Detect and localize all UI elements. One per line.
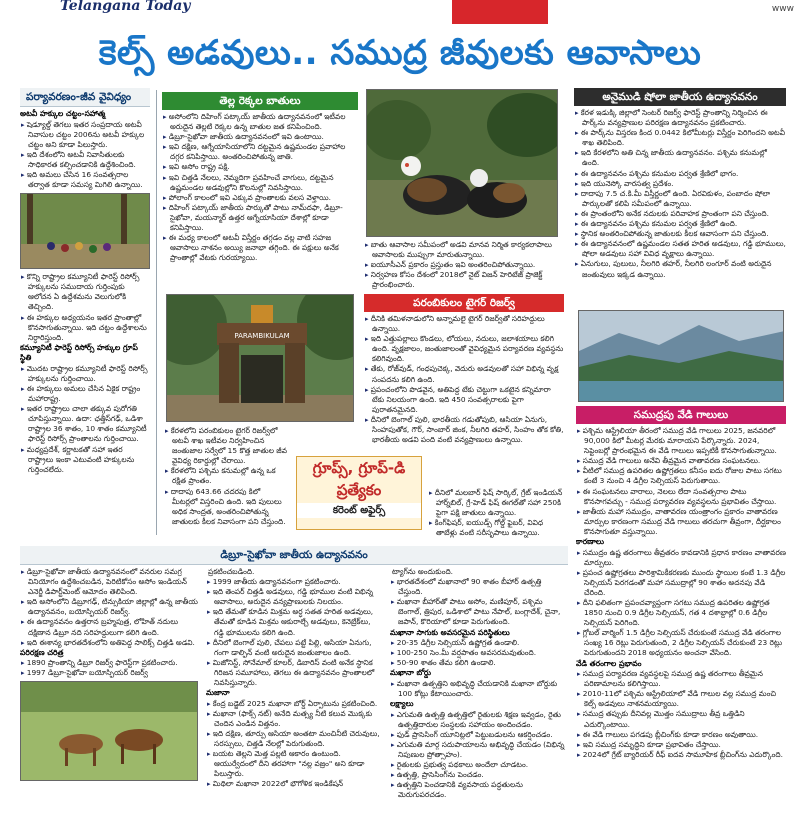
left-column bbox=[20, 88, 150, 536]
bullet-item: ▸ ఈ మధ్య కాలంలో అటవీ విస్తీర్ణం తగ్గడం వల్ల వాటి సహజ ఆవాసాలు నాశనం అయ్యి జనాభా తగ్గింది. ఈ పక్షులు అనేక ప్రాంతాల్లో వేటకు గురయ్యాయి. bbox=[162, 233, 358, 263]
groups-line3: కరెంట్ అఫైర్స్ bbox=[297, 503, 421, 518]
duck-photo bbox=[366, 89, 558, 237]
bullet-item: ▸ ఈ హక్కులు అమలు చేసిన ఏకైక రాష్ట్రం మహారాష్ట్ర. bbox=[20, 384, 150, 404]
section-title-dibru: డిబ్రూ-సైఖోవా జాతీయ ఉద్యానవనం bbox=[20, 546, 568, 565]
bullet-item: ▸ ప్రపంచ ఉష్ణోగ్రతలు పారిశ్రామికీకరణకు ముందు స్థాయిల కంటే 1.3 డిగ్రీల సెల్సియస్ పెరగడంతో మహా సముద్రాల్లో 90 శాతం అదనపు వేడి చేరింది. bbox=[576, 568, 786, 598]
bullet-item: ▸ ఇది తెంపర్ చిత్తడి అడవులు, గడ్డి భూముల వంటి విభిన్న ఆవాసాలు, అరుదైన వన్యప్రాణులకు నిలయం. bbox=[206, 587, 382, 607]
gate-caption bbox=[164, 426, 288, 538]
bullet-item: ▸ సముద్ర వేడి గాలులు అనేవి తీవ్రమైన వాతావరణ సంఘటనలు. bbox=[576, 456, 786, 466]
bullet-item: ▸ తేకు, రోజ్‌వుడ్, గంధపుచెక్క, వెదురు అడవులతో సహా విభిన్న వృక్ష సంపదను కలిగి ఉంది. bbox=[364, 364, 564, 384]
bullet-item: ▸ మిజోనిస్ట్, సోనేమాల్ కూలర్, డిబారిస్ వంటి అనేక స్థానిక గిరిజన సమూహాలు, తెగలు ఈ ఉద్యానవనం ప్రాంతాలలో నివసిస్తున్నారు. bbox=[206, 658, 382, 688]
section-title-ocean: సముద్రపు వేడి గాలులు bbox=[576, 406, 786, 424]
bullet-item: ▸ జాతీయ మహా సముద్రం, వాతావరణ యంత్రాంగం ప్రకారం వాతావరణ మార్పుల కారణంగా సముద్ర వేడి గాలులు తరచుగా తీవ్రంగా, దీర్ఘకాలం కొనసాగుతూ వస్తున్నాయి. bbox=[576, 507, 786, 537]
bullet-item: ▸ 1997 డిబ్రూ-సైఖోవా బయోస్ఫియర్ రిజర్వ్ bbox=[20, 668, 198, 678]
subheading: మజానా bbox=[206, 688, 230, 698]
bullet-item: ▸ పోలాంగ్ కాలంలో ఇవి ఎక్కువ ప్రాంతాలకు వలస వెళ్తాయి. bbox=[162, 193, 358, 203]
bullet-item: ▸ మిథిలా మఖానా 2022లో భౌగోళిక ఇండికేషన్ bbox=[206, 779, 382, 789]
bullet-item: ▸ డిబ్రూ-సైఖోవా జాతీయ ఉద్యానవనంలో వనరుల సమగ్ర వినియోగం ఉద్దేశించబడిన, పెరిటికోసం అసోం ఇండియన్ ఎనెర్జీ డిపార్ట్‌మెంట్ ఆమోదం తెలిపింది. bbox=[20, 567, 198, 597]
bullet-item: ▸ మధ్యప్రదేశ్, కర్ణాటకతో సహా ఇతర రాష్ట్రాలు ఇంకా ఎటువంటి హక్కులను గుర్తించలేదు. bbox=[20, 445, 150, 475]
svg-text:PARAMBIKULAM: PARAMBIKULAM bbox=[234, 332, 290, 340]
landscape-photo bbox=[578, 310, 784, 402]
newspaper-name: Telangana Today bbox=[60, 0, 191, 14]
bullet-item: ప్రకటించబడింది. bbox=[208, 567, 255, 576]
ocean-article bbox=[576, 406, 786, 823]
bullet-item: ▸ దీనిలో బెంగాల్ పులి, భారతీయ గడుతోపుబి, ఆసియా ఏనుగు, సింహపుతోక, గౌర్, సాంబార్ జింక, నీలగిరి తహర్, సింహం తోక కోతి, భారతీయ అడవి పంది వంటి వన్యప్రాణులు ఉన్నాయి. bbox=[364, 415, 564, 445]
bullet-item: ▸ ఇవి సముద్ర సమృద్ధిని కూడా ప్రభావితం చేస్తాయి. bbox=[576, 740, 786, 750]
gate-caption-body bbox=[164, 426, 288, 527]
bullet-item: ▸ ఈ హక్కుల అధ్యయనం ఇతర ప్రాంతాల్లో కొనసాగుతున్నాయి. ఇది చట్టం ఉద్దేశాలను నిర్ధారిస్తుంది. bbox=[20, 313, 150, 343]
bullet-item: ▸ ఇతర రాష్ట్రాలు చాలా తక్కువ పురోగతి చూపిస్తున్నాయి. ఉదా: ఛత్తీస్‌గఢ్, ఒడిశా రాష్ట్రాల 36 శాతం, 10 శాతం కమ్యూనిటీ ఫారెస్ట్ రిసోర్స్ ప్రాంతాలను గుర్తించాయి. bbox=[20, 404, 150, 444]
tiger-reserve-gate-photo bbox=[166, 294, 354, 422]
bullet-item: ▸ ఇది అమలు చేసిన 16 సంవత్సరాల తర్వాత కూడా సమస్య మిగిలి ఉన్నాయి. bbox=[20, 170, 150, 190]
bullet-item: ▸ ఇది కేరళలోని అతి చిన్న జాతీయ ఉద్యానవనం. పశ్చిమ కనుమల్లో ఉంది. bbox=[574, 148, 786, 168]
bullet-item: ▸ ఉత్పత్తిని పెంచడానికి వ్యవసాయ పద్ధతులను మెరుగుపరచడం. bbox=[390, 780, 568, 800]
brand-tab bbox=[452, 0, 548, 24]
bullet-item: ▸ బయట తెల్లని మెత్త పల్లటి ఆకారం ఉంటుంది. ఆయుర్వేదంలో దీని తరహాగా "నల్ల వజ్రం" అని కూడా పిలుస్తారు. bbox=[206, 749, 382, 779]
birds-note bbox=[428, 488, 564, 542]
bullet-item: ▸ దిహింగ్ పట్కాయ్ జాతీయ పార్కుతో పాటు నామ్‌దఫా, డిబ్రూ-సైఖోవా, మయన్మార్ ఉత్తర ఆగ్నేయాసియా దేశాల్లో కూడా కనిపిస్తాయి. bbox=[162, 203, 358, 233]
bullet-item: ▸ ఇది ఎత్తుపల్లాలు కొండలు, లోయలు, నదులు, జలాశయాలు కలిగి ఉంది. వృక్షజాలం, జంతుజాలంతో వైవిధ్యమైన పర్యావరణ వ్యవస్థను కలిగివుంది. bbox=[364, 334, 564, 364]
bullet-item: ▸ ఇవి అసోం రాష్ట్ర పక్షి. bbox=[162, 162, 358, 172]
bullet-item: ▸ సముద్ర పర్యావరణ వ్యవస్థలపై సముద్ర ఉష్ణ తరంగాలు తీవ్రమైన పరిణామాలను కలిగిస్తాయి. bbox=[576, 669, 786, 689]
bullet-item: ▸ షెడ్యూల్డ్ తెగలు ఇతర సంప్రదాయ అటవీ నివాసుల చట్టం 2006ను అటవీ హక్కుల చట్టం అని కూడా పిలుస్తారు. bbox=[20, 120, 150, 150]
section-title-ducks: తెల్ల రెక్కల బాతులు bbox=[162, 92, 358, 110]
bullet-item: ▸ డిబ్రూ-సైఖోవా జాతీయ ఉద్యానవనంలో ఇవి ఉంటాయి. bbox=[162, 132, 358, 142]
bullet-item: ▸ కేరళలోని పశ్చిమ కనుమల్లో ఉన్న ఒక రక్షిత ప్రాంతం. bbox=[164, 466, 288, 486]
subheading: లక్ష్యాలు bbox=[390, 699, 414, 709]
bullet-item: ▸ 50-90 శాతం తేమ కలిగి ఉండాలి. bbox=[390, 658, 568, 668]
bullet-item: ▸ ఇది దేశంలోని అటవీ నివాసితులకు సాధికారత కల్పించడానికి ఉద్దేశించింది. bbox=[20, 150, 150, 170]
bullet-item: ▸ ఈ ఉద్యానవనం పశ్చిమ కనుమల పర్వత శ్రేణిలో భాగం. bbox=[574, 169, 786, 179]
section-title-tiger: పరంబికులం టైగర్ రిజర్వ్ bbox=[364, 294, 564, 312]
ducks-body bbox=[162, 110, 358, 263]
bullet-item: ▸ ఇది యునెస్కో వారసత్వ ప్రదేశం. bbox=[574, 179, 786, 189]
bullet-item: ▸ ఇది దక్షిణ, తూర్పు ఆసియా అంతటా మంచినీటి చెరువులు, సరస్సులు, చిత్తడి నేలల్లో పెరుగుతుంది. bbox=[206, 729, 382, 749]
duck-caption-body bbox=[364, 240, 564, 290]
site-label: www bbox=[771, 4, 794, 14]
birds-note-body bbox=[428, 488, 564, 538]
bullet-item: ▸ 2010-11లో పశ్చిమ ఆస్ట్రేలియాలో వేడి గాలుల వల్ల సముద్ర మంచి కెల్ప్ అడవులు నాశనమయ్యాయి. bbox=[576, 689, 786, 709]
bullet-item: ▸ మఖానా ఉత్పత్తిని అభివృద్ధి చేయడానికి మఖానా బోర్డుకు 100 కోట్లు కేటాయించారు. bbox=[390, 679, 568, 699]
bullet-item: ▸ ఈ పార్క్‌ను విస్తరణ కింద 0.0442 కిలోమీటర్లు విస్తీర్ణం పెరిగిందని అటవీ శాఖ తెలిపింది. bbox=[574, 128, 786, 148]
bullet-item: ▸ గ్లోబల్ వార్మింగ్ 1.5 డిగ్రీల సెల్సియస్ చేరుకుంటే సముద్ర వేడి తరంగాల సంఖ్య 16 రెట్లు పెరుగుతుంది, 2 డిగ్రీల సెల్సియస్ చేరుకుంటే 23 రెట్లు పెరుగుతుందని 2018 అధ్యయనం అంచనా వేసింది. bbox=[576, 628, 786, 658]
bullet-item: ▸ సముద్ర తప్పుకు దీనివల్ల మొత్తం సముద్రాలు తీవ్ర ఒత్తిడిని ఎదుర్కొంటాయి. bbox=[576, 709, 786, 729]
bullet-item: ▸ ఎగుమతి మార్గ సదుపాయాలను అభివృద్ధి చేయడం (విభిన్న నిపుణుల ప్రోత్సాహం). bbox=[390, 740, 568, 760]
bullet-item: ▸ భారతదేశంలో మఖానాలో 90 శాతం బీహార్ ఉత్పత్తి చేస్తుంది. bbox=[390, 577, 568, 597]
section-title-anamudi: అనైముడి షోలా జాతీయ ఉద్యానవనం bbox=[574, 88, 786, 106]
bullet-item: ▸ స్థానిక అంతరించిపోతున్న జాతులకు కీలక ఆవాసంగా పని చేస్తుంది. bbox=[574, 229, 786, 239]
anamudi-article bbox=[574, 88, 786, 306]
bullet-item: ▸ కొన్ని రాష్ట్రాల కమ్యూనిటీ ఫారెస్ట్ రిసోర్స్ హక్కులను సముదాయ గుర్తింపుకు ఆలోచన ఏ ఉద్దేశమను వెలుగులోకి తెచ్చింది. bbox=[20, 272, 150, 312]
bullet-item: ▸ పశ్చిమ ఆస్ట్రేలియా తీరంలో సముద్ర వేడి గాలులు 2025, జనవరిలో 90,000 కిలో మీటర్ల మేరకు మారాయని పేర్కొన్నారు. 2024, సెప్టెంబర్లో ప్రారంభమైన ఈ వేడి గాలులు ఇప్పటికీ కొనసాగుతున్నాయి. bbox=[576, 426, 786, 456]
groups-box bbox=[296, 456, 422, 530]
bullet-item: ▸ దాదాపు 7.5 చ.కి.మీ విస్తీర్ణంలో ఉంది. ఏరవికుళం, పంబాదం షోలా పార్కులతో కలిపి సమీపంలో ఉన్నాయి. bbox=[574, 189, 786, 209]
bullet-item: ▸ బాతు ఆవాసాల సమీపంలో అడవి మానవ నిర్మిత కార్యకలాపాలు ఆవాసాలకు ముప్పుగా మారుతున్నాయి. bbox=[364, 240, 564, 260]
bullet-item: ▸ దీనికి తమిళనాడులోని అన్నామలై టైగర్ రిజర్వ్‌తో సరిహద్దులు ఉన్నాయి. bbox=[364, 314, 564, 334]
ducks-article bbox=[162, 92, 358, 288]
bullet-item: ▸ కింగ్‌ఫిషర్, ఐయుడ్స్ గోల్డ్ ఫైబర్, వివిధ తాబేళ్లు వంటి సరీసృపాలు ఉన్నాయి. bbox=[428, 518, 564, 538]
groups-line2: ప్రత్యేకం bbox=[336, 481, 382, 499]
subheading: అటవీ హక్కుల చట్టం-సహాత్మ bbox=[20, 109, 106, 118]
left-body bbox=[20, 107, 150, 475]
bullet-item: ▸ కేంద్ర బడ్జెట్ 2025 మఖానా బోర్డ్ ఏర్పాటును ప్రకటించింది. bbox=[206, 699, 382, 709]
bullet-item: ▸ ఇవి చిత్తడి నేలలు, నెమ్మదిగా ప్రవహించే వాగులు, దట్టమైన ఉష్ణమండల అడవుల్లోని కొలనుల్లో నివసిస్తాయి. bbox=[162, 173, 358, 193]
dibru-column-2 bbox=[206, 567, 382, 789]
bullet-item: ▸ ఇది అసోంలోని డిబ్రూగఢ్, టిన్సుకియా జిల్లాల్లో ఉన్న జాతీయ ఉద్యానవనం, బయోస్ఫియర్ రిజర్వ్. bbox=[20, 597, 198, 617]
subheading: మఖానా బోర్డు bbox=[390, 668, 432, 678]
bullet-item: ▸ ఈ సంఘటనలు వారాలు, నెలలు లేదా సంవత్సరాల పాటు కొనసాగవచ్చు - సముద్ర పర్యావరణ వ్యవస్థలను ప్రభావితం చేస్తాయి. bbox=[576, 487, 786, 507]
bullet-item: ▸ ఈ ఉద్యానవనం ఉత్తరాన బ్రహ్మపుత్ర, లోహిత్ నదులు దక్షిణాన డిబ్రూ నది సరిహద్దులుగా కలిగి ఉంది. bbox=[20, 617, 198, 637]
bullet-item: ▸ మఖానా బీహార్‌తో పాటు అసోం, మణిపూర్, పశ్చిమ బెంగాల్, త్రిపుర, ఒడిశాలో పాటు నేపాల్, బంగ్లాదేశ్, చైనా, జపాన్, కొరియాలో కూడా పెరుగుతుంది. bbox=[390, 597, 568, 627]
bullet-item: ▸ ఐయూసీఎన్ ప్రకారం ప్రస్తుతం ఇవి అంతరించిపోతున్నాయి. bbox=[364, 260, 564, 270]
dibru-column-3 bbox=[390, 567, 568, 800]
bullet-item: ▸ అసోంలోని దిహింగ్ పట్కాయ్ జాతీయ ఉద్యానవనంలో ఇటీవల అరుదైన తెల్లటి రెక్కల ఉన్న బాతుల జత కనిపించింది. bbox=[162, 112, 358, 132]
dibru-column-1 bbox=[20, 567, 198, 784]
masthead bbox=[0, 0, 800, 26]
bullet-item: ▸ నిర్వహణ కోసం దేశంలో 2018లో నైట్ విజన్ హెరిటేజ్ ప్రాజెక్ట్ ప్రారంభించారు. bbox=[364, 270, 564, 290]
bullet-item: ▸ దీని ఫలితంగా ప్రపంచవ్యాప్తంగా సగటు సముద్ర ఉపరితల ఉష్ణోగ్రత 1850 నుంచి 0.9 డిగ్రీల సెల్సియస్, గత 4 దశాబ్దాల్లో 0.6 డిగ్రీల సెల్సియస్ పెరిగింది. bbox=[576, 598, 786, 628]
horses-photo bbox=[20, 681, 198, 781]
bullet-item: ▸ ఇవి దక్షిణ, ఆగ్నేయాసియాలోని దట్టమైన ఉష్ణమండల ప్రవాహాల దగ్గర కనిపిస్తాయి. అంతరించిపోతున్న జాతి. bbox=[162, 142, 358, 162]
bullet-item: ▸ ఇది ఈశాన్య భారతదేశంలోని అతిపెద్ద సాలిక్స్ చిత్తడి అడవి. bbox=[20, 638, 198, 648]
bullet-item: ▸ దీనిలో బెంగాల్ పులి, చేపలు పట్టే పిల్లి, ఆసియా ఏనుగు, గంగా డాల్ఫిన్ వంటి అరుదైన జంతుజాలం ఉంది. bbox=[206, 638, 382, 658]
bullet-item: ▸ దీనిలో మలబార్ ఫిష్ సార్కిల్, గ్రేట్ ఇండియన్ హార్న్‌బిల్, గ్రే-హెడ్ ఫిష్ ఈగల్‌తో సహా 250కి పైగా పక్షి జాతులు ఉన్నాయి. bbox=[428, 488, 564, 518]
subheading: కమ్యూనిటీ ఫారెస్ట్ రిసోర్స్ హక్కుల గ్రూప్ స్థితి bbox=[20, 342, 138, 363]
groups-line1: గ్రూప్స్, గ్రూప్-డి bbox=[312, 459, 406, 477]
column-divider bbox=[156, 90, 157, 535]
dibru-article bbox=[20, 546, 568, 823]
bullet-item: ▸ ఈ ఉద్యానవనం పశ్చిమ కనుమల పర్వత శ్రేణిలో ఉంది. bbox=[574, 219, 786, 229]
bullet-item: ▸ కేరళ ఇడుక్కి జిల్లాలో సెంటర్ రిజర్వ్ ఫారెస్ట్ ప్రాంతాన్ని నిర్మించిన ఈ పార్క్‌ను వన్యప్రాణుల పరిరక్షణ ఉద్యానవనం ప్రకటించారు. bbox=[574, 108, 786, 128]
subheading: వేడి తరంగాల ప్రభావం bbox=[576, 658, 642, 668]
bullet-item: ట్యాగ్‌ను అందుకుంది. bbox=[392, 567, 454, 576]
bullet-item: ▸ ఈ వేడి గాలులు పగడపు బ్లీచింగ్‌కు కూడా కారణం అవుతాయి. bbox=[576, 730, 786, 740]
bullet-item: ▸ ప్రపంచంలోని పొడవైన, అతిపెద్ద టేకు చెట్టుగా ఒకటైన కన్నిమారా టేకు నిలయంగా ఉంది. ఇది 450 సంవత్సరాలకు పైగా పురాతనమైనది. bbox=[364, 385, 564, 415]
bullet-item: ▸ ఎగుమతి ఉత్పత్తి ఉత్పత్తిలో రైతులకు శిక్షణ ఇవ్వడం, రైతు ఉత్పత్తిదారుల సంస్థలకు సహాయం అందించడం. bbox=[390, 710, 568, 730]
subheading: మఖానా సాగుకు అవసరమైన పరిస్థితులు bbox=[390, 627, 510, 637]
bullet-item: ▸ 1999 జాతీయ ఉద్యానవనంగా ప్రకటించారు. bbox=[206, 577, 382, 587]
bullet-item: ▸ ఫుడ్ ప్రాసెసింగ్ యూనిట్లలో పెట్టుబడులను ఆకర్షించడం. bbox=[390, 730, 568, 740]
bullet-item: ▸ ఏనుగులు, పులులు, నీలగిరి తహర్, నీలగిరి లంగూర్ వంటి అరుదైన జంతువులు ఇక్కడ ఉన్నాయి. bbox=[574, 259, 786, 279]
bullet-item: ▸ ఈ ప్రాంతంలోని అనేక నదులకు పరివాహక ప్రాంతంగా పని చేస్తుంది. bbox=[574, 209, 786, 219]
forest-meeting-photo bbox=[20, 193, 150, 269]
bullet-item: ▸ 20-35 డిగ్రీల సెల్సియస్ ఉష్ణోగ్రత ఉండాలి. bbox=[390, 638, 568, 648]
subheading: కారణాలు bbox=[576, 537, 604, 547]
bullet-item: ▸ 2024లో గ్రేట్ బ్యారియర్ రీఫ్ ఐదవ సామూహిక బ్లీచింగ్‌ను ఎదుర్కొంది. bbox=[576, 750, 786, 760]
bullet-item: ▸ 100-250 సెం.మీ వర్షపాతం అవసరమవుతుంది. bbox=[390, 648, 568, 658]
duck-caption bbox=[364, 240, 564, 290]
bullet-item: ▸ మొదట రాష్ట్రాల కమ్యూనిటీ ఫారెస్ట్ రిసోర్స్ హక్కులను గుర్తించాయి. bbox=[20, 364, 150, 384]
bullet-item: ▸ ఈ ఉద్యానవనంలో ఉష్ణమండల సతత హరిత అడవులు, గడ్డి భూములు, షోలా అడవులు సహా వివిధ వృక్షాలు ఉన్నాయి. bbox=[574, 239, 786, 259]
anamudi-body bbox=[574, 106, 786, 280]
bullet-item: ▸ ఇది తేమతో కూడిన మిశ్రమ అర్ధ సతత హరిత అడవులు, తేమతో కూడిన మిశ్రమ ఆకురాల్చే అడవులు, కెనెబ్రేక్‌లు, గడ్డి భూములను కలిగి ఉంది. bbox=[206, 607, 382, 637]
bullet-item: ▸ వీటిలో సముద్ర ఉపరితల ఉష్ణోగ్రతలు కనీసం ఐదు రోజుల పాటు సగటు కంటే 3 నుంచి 4 డిగ్రీల సెల్సియస్ పెరుగుతాయి. bbox=[576, 466, 786, 486]
bullet-item: ▸ దాదాపు 643.66 చదరపు కిలో మీటర్లలో విస్తరించి ఉంది. ఇది పులులు అధిక సాంద్రత, అంతరించిపోతున్న జాతులకు కీలక నివాసంగా పని చేస్తుంది. bbox=[164, 487, 288, 527]
tiger-body bbox=[364, 312, 564, 445]
section-title-environment: పర్యావరణం-జీవ వైవిధ్యం bbox=[20, 88, 150, 107]
bullet-item: ▸ రైతులకు ప్రభుత్వ పథకాలు అందేలా చూడటం. bbox=[390, 760, 568, 770]
bullet-item: ▸ 1890 ప్రాంతాన్ని డిబ్రూ రిజర్వ్ ఫారెస్ట్‌గా ప్రకటించారు. bbox=[20, 658, 198, 668]
bullet-item: ▸ కేరళలోని పరంబికులం టైగర్ రిజర్వ్‌లో అటవీ శాఖ ఇటీవల నిర్వహించిన జంతుజాల సర్వేలో 15 కొత్త జాతుల జీవ వైవిధ్య రికార్డుల్లో చేరాయి. bbox=[164, 426, 288, 466]
ocean-body bbox=[576, 424, 786, 760]
subheading: పరిరక్షణ చరిత్ర bbox=[20, 647, 64, 657]
bullet-item: ▸ మఖానా (ఫాక్స్ నట్) అనేది మత్స్య నీటి కలువ మొక్కకు చెందిన ఎండిన విత్తనం. bbox=[206, 709, 382, 729]
bullet-item: ▸ ఉత్పత్తి, ప్రాసెసింగ్‌ను పెంచడం. bbox=[390, 770, 568, 780]
bullet-item: ▸ సముద్రం ఉష్ణ తరంగాలు తీవ్రతరం కావడానికి ప్రధాన కారణం వాతావరణ మార్పులు. bbox=[576, 548, 786, 568]
page-headline: కెల్స్‌ అడవులు.. సముద్ర జీవులకు ఆవాసాలు bbox=[98, 33, 702, 73]
